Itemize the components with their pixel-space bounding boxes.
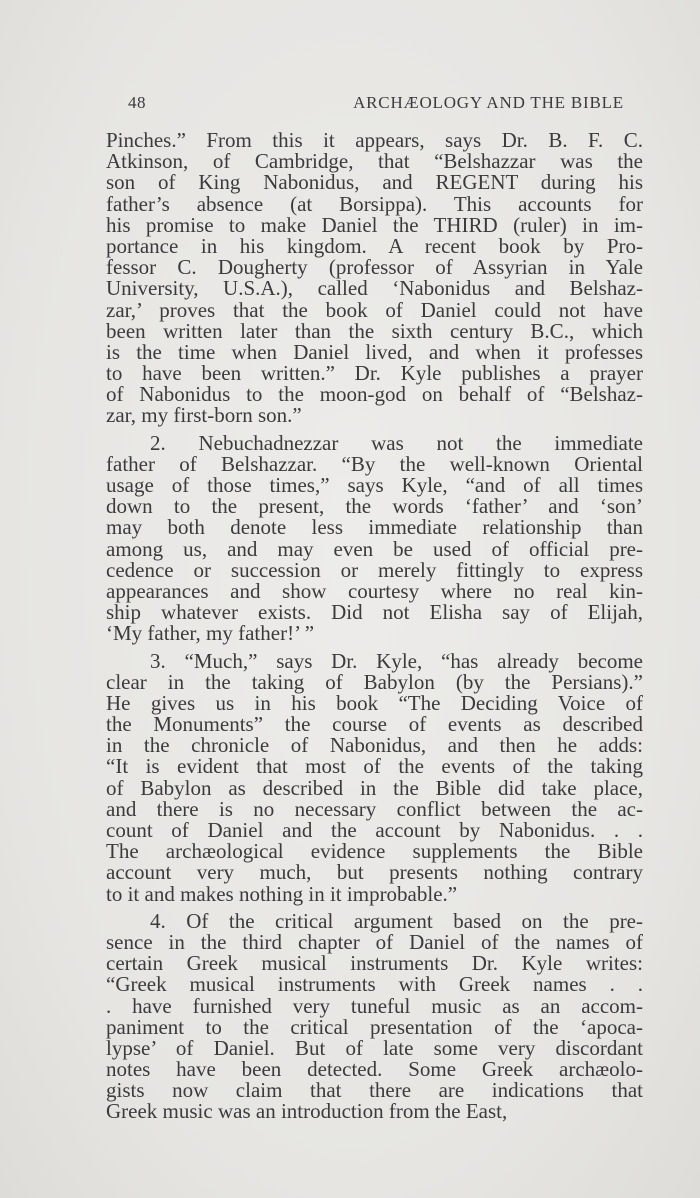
text-line: may both denote less immediate relationship than bbox=[106, 515, 643, 540]
text-line: zar, my first-born son.” bbox=[106, 403, 302, 428]
paragraph bbox=[106, 130, 643, 427]
text-line: Greek music was an introduction from the East, bbox=[106, 1099, 508, 1124]
text-line: 4. Of the critical argument based on the pre- bbox=[150, 908, 643, 933]
text-line: son of King Nabonidus, and REGENT during his bbox=[106, 170, 643, 195]
paragraph bbox=[106, 430, 643, 646]
text-line: the Monuments” the course of events as described bbox=[106, 712, 643, 737]
text-line: notes have been detected. Some Greek archæolo- bbox=[106, 1057, 643, 1082]
text-line: his promise to make Daniel the THIRD (ruler) in im- bbox=[106, 212, 643, 237]
text-line: been written later than the sixth century B.C., which bbox=[106, 318, 643, 343]
text-line: appearances and show courtesy where no real kin- bbox=[106, 578, 643, 603]
text-line: “It is evident that most of the events of the taking bbox=[106, 754, 643, 779]
text-line: of Babylon as described in the Bible did take place, bbox=[106, 775, 643, 800]
text-line: 3. “Much,” says Dr. Kyle, “has already become bbox=[150, 648, 643, 673]
text-line: to it and makes nothing in it improbable.” bbox=[106, 881, 458, 906]
text-line: cedence or succession or merely fittingly to express bbox=[106, 557, 643, 582]
text-line: in the chronicle of Nabonidus, and then he adds: bbox=[106, 733, 643, 758]
text-line: zar,’ proves that the book of Daniel could not have bbox=[106, 297, 643, 322]
text-line: certain Greek musical instruments Dr. Kyle writes: bbox=[106, 951, 643, 976]
text-line: father’s absence (at Borsippa). This accounts for bbox=[106, 191, 643, 216]
text-line: gists now claim that there are indications that bbox=[106, 1078, 643, 1103]
text-line: The archæological evidence supplements the Bible bbox=[106, 839, 643, 864]
text-line: “Greek musical instruments with Greek names . . bbox=[106, 972, 643, 997]
text-line: paniment to the critical presentation of the ‘apoca- bbox=[106, 1014, 643, 1039]
text-line: down to the present, the words ‘father’ and ‘son’ bbox=[106, 494, 643, 519]
text-line: . have furnished very tuneful music as an accom- bbox=[106, 993, 643, 1018]
text-line: Pinches.” From this it appears, says Dr. B. F. C. bbox=[106, 128, 643, 152]
text-line: usage of those times,” says Kyle, “and of all times bbox=[106, 473, 643, 497]
text-line: sence in the third chapter of Daniel of the names of bbox=[106, 929, 643, 954]
text-line: ‘My father, my father!’ ” bbox=[106, 621, 315, 646]
running-title: ARCHÆOLOGY AND THE BIBLE bbox=[353, 93, 624, 112]
text-line: and there is no necessary conflict between the ac- bbox=[106, 796, 643, 821]
text-line: 2. Nebuchadnezzar was not the immediate bbox=[150, 430, 643, 455]
text-line: portance in his kingdom. A recent book by Pro- bbox=[106, 233, 643, 258]
running-head bbox=[128, 93, 624, 117]
text-line: lypse’ of Daniel. But of late some very discordant bbox=[106, 1035, 643, 1060]
text-line: Atkinson, of Cambridge, that “Belshazzar was the bbox=[106, 149, 643, 174]
paragraph bbox=[106, 648, 643, 906]
paragraph bbox=[106, 908, 643, 1124]
text-line: father of Belshazzar. “By the well-known Oriental bbox=[106, 451, 643, 476]
text-line: is the time when Daniel lived, and when it professes bbox=[106, 339, 643, 364]
page-number: 48 bbox=[128, 93, 146, 112]
text-line: University, U.S.A.), called ‘Nabonidus and Belshaz- bbox=[106, 276, 643, 301]
text-line: He gives us in his book “The Deciding Voice of bbox=[106, 690, 643, 715]
text-line: ship whatever exists. Did not Elisha say of Elijah, bbox=[106, 600, 643, 625]
text-line: to have been written.” Dr. Kyle publishes a prayer bbox=[106, 361, 643, 386]
text-line: of Nabonidus to the moon-god on behalf of “Belshaz- bbox=[106, 382, 643, 407]
text-line: clear in the taking of Babylon (by the Persians).” bbox=[106, 669, 643, 694]
text-line: account very much, but presents nothing contrary bbox=[106, 860, 643, 885]
text-line: among us, and may even be used of official pre- bbox=[106, 536, 643, 561]
body-text bbox=[106, 130, 643, 1123]
text-line: fessor C. Dougherty (professor of Assyrian in Yale bbox=[106, 255, 643, 280]
text-line: count of Daniel and the account by Nabonidus. . . bbox=[106, 818, 643, 842]
